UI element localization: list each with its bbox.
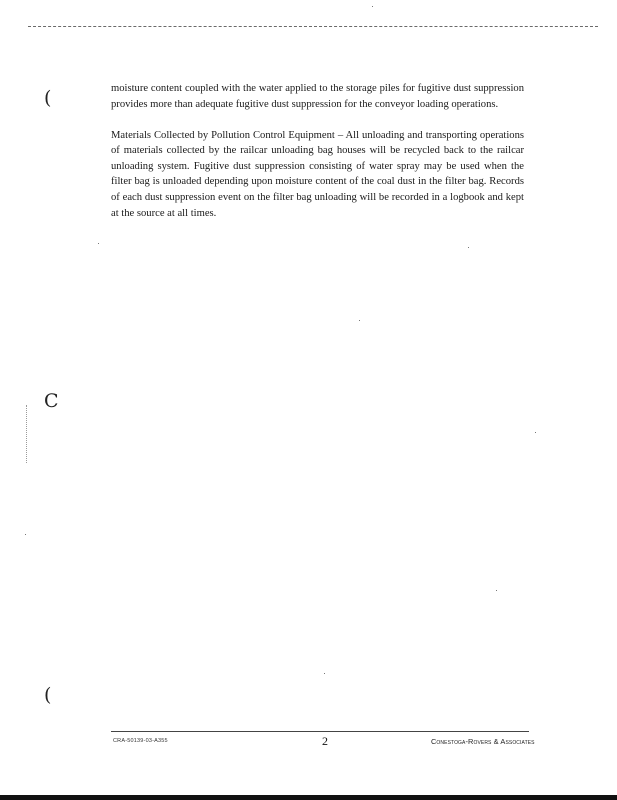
margin-scan-dots	[26, 405, 27, 463]
binder-hole-mark-bottom: (	[44, 684, 52, 706]
scan-top-line	[28, 26, 598, 27]
scan-speck	[535, 432, 536, 433]
scan-speck	[468, 247, 469, 248]
scan-speck	[496, 590, 497, 591]
paragraph-text: All unloading and transporting operations of materials collected by the railcar unloading bag houses will be recycled back to the railcar unloading system. Fugitive dust suppression consisting of water spray may be used when the filter bag is unloaded depending upon moisture content of the coal dust in the filter bag. Records of each dust suppression event on the filter bag unloading will be recorded in a logbook and kept at the source at all times.	[111, 129, 524, 219]
binder-hole-mark-top: (	[44, 87, 52, 109]
scan-bottom-band	[0, 795, 617, 800]
document-body	[111, 81, 524, 237]
scan-speck	[372, 6, 373, 7]
paragraph-dust-suppression-continued	[111, 81, 524, 112]
heading-separator: –	[334, 129, 346, 141]
paragraph-pollution-control-materials	[111, 128, 524, 222]
footer-document-reference: CRA-50139-03-A355	[113, 738, 168, 744]
binder-hole-mark-middle: C	[44, 390, 59, 412]
scan-speck	[324, 673, 325, 674]
scan-speck	[25, 534, 26, 535]
footer-page-number: 2	[322, 734, 328, 748]
footer-rule	[111, 731, 529, 732]
paragraph-heading: Materials Collected by Pollution Control Equipment	[111, 129, 335, 141]
footer-company-name: Conestoga-Rovers & Associates	[431, 737, 535, 746]
scan-speck	[98, 243, 99, 244]
scan-speck	[359, 320, 360, 321]
paragraph-text: moisture content coupled with the water applied to the storage piles for fugitive dust suppression provides more than adequate fugitive dust suppression for the conveyor loading operations.	[111, 83, 524, 110]
